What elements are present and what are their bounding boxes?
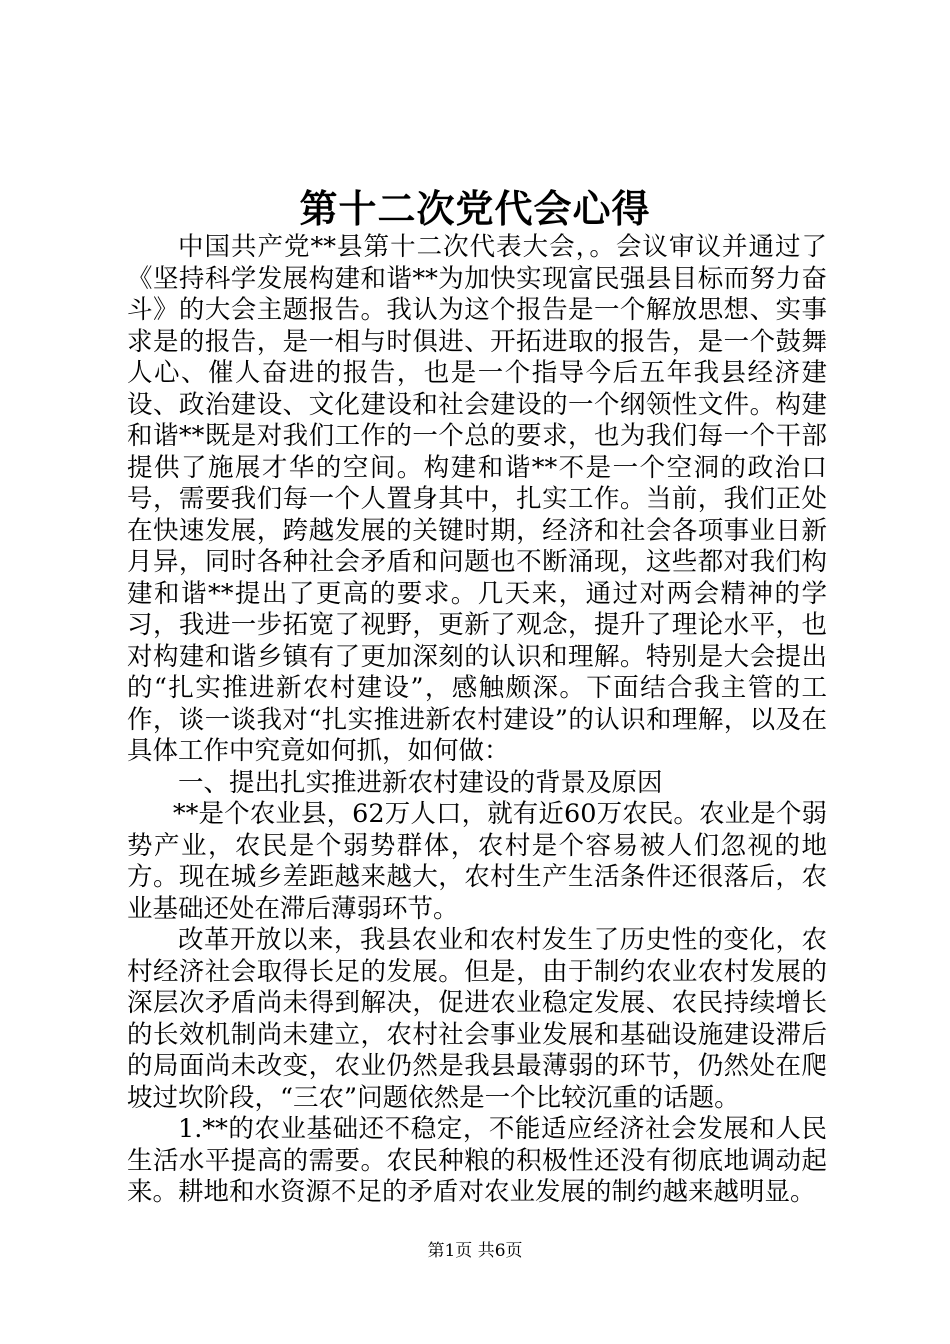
paragraph-background: **是个农业县，62万人口，就有近60万农民。农业是个弱势产业，农民是个弱势群体，农村是个容易被人们忽视的地方。现在城乡差距越来越大，农村生产生活条件还很落后，农业基础还处在滞后薄弱环节。 — [127, 799, 827, 924]
paragraph-point-1: 1.**的农业基础还不稳定，不能适应经济社会发展和人民生活水平提高的需要。农民种粮的积极性还没有彻底地调动起来。耕地和水资源不足的矛盾对农业发展的制约越来越明显。 — [127, 1114, 827, 1207]
paragraph-intro: 中国共产党**县第十二次代表大会，。会议审议并通过了《坚持科学发展构建和谐**为加快实现富民强县目标而努力奋斗》的大会主题报告。我认为这个报告是一个解放思想、实事求是的报告，是一相与时俱进、开拓进取的报告，是一个鼓舞人心、催人奋进的报告，也是一个指导今后五年我县经济建设、政治建设、文化建设和社会建设的一个纲领性文件。构建和谐**既是对我们工作的一个总的要求，也为我们每一个干部提供了施展才华的空间。构建和谐**不是一个空洞的政治口号，需要我们每一个人置身其中，扎实工作。当前，我们正处在快速发展，跨越发展的关键时期，经济和社会各项事业日新月异，同时各种社会矛盾和问题也不断涌现，这些都对我们构建和谐**提出了更高的要求。几天来，通过对两会精神的学习，我进一步拓宽了视野，更新了观念，提升了理论水平，也对构建和谐乡镇有了更加深刻的认识和理解。特别是大会提出的“扎实推进新农村建设”，感触颇深。下面结合我主管的工作，谈一谈我对“扎实推进新农村建设”的认识和理解，以及在具体工作中究竟如何抓，如何做： — [127, 232, 827, 766]
paragraph-reform: 改革开放以来，我县农业和农村发生了历史性的变化，农村经济社会取得长足的发展。但是，由于制约农业农村发展的深层次矛盾尚未得到解决，促进农业稳定发展、农民持续增长的长效机制尚未建立，农村社会事业发展和基础设施建设滞后的局面尚未改变，农业仍然是我县最薄弱的环节，仍然处在爬坡过坎阶段，“三农”问题依然是一个比较沉重的话题。 — [127, 925, 827, 1113]
document-title: 第十二次党代会心得 — [299, 187, 651, 231]
section-heading-1: 一、提出扎实推进新农村建设的背景及原因 — [178, 767, 663, 798]
document-body — [127, 232, 827, 1209]
page-footer: 第1页 共6页 — [427, 1241, 523, 1261]
